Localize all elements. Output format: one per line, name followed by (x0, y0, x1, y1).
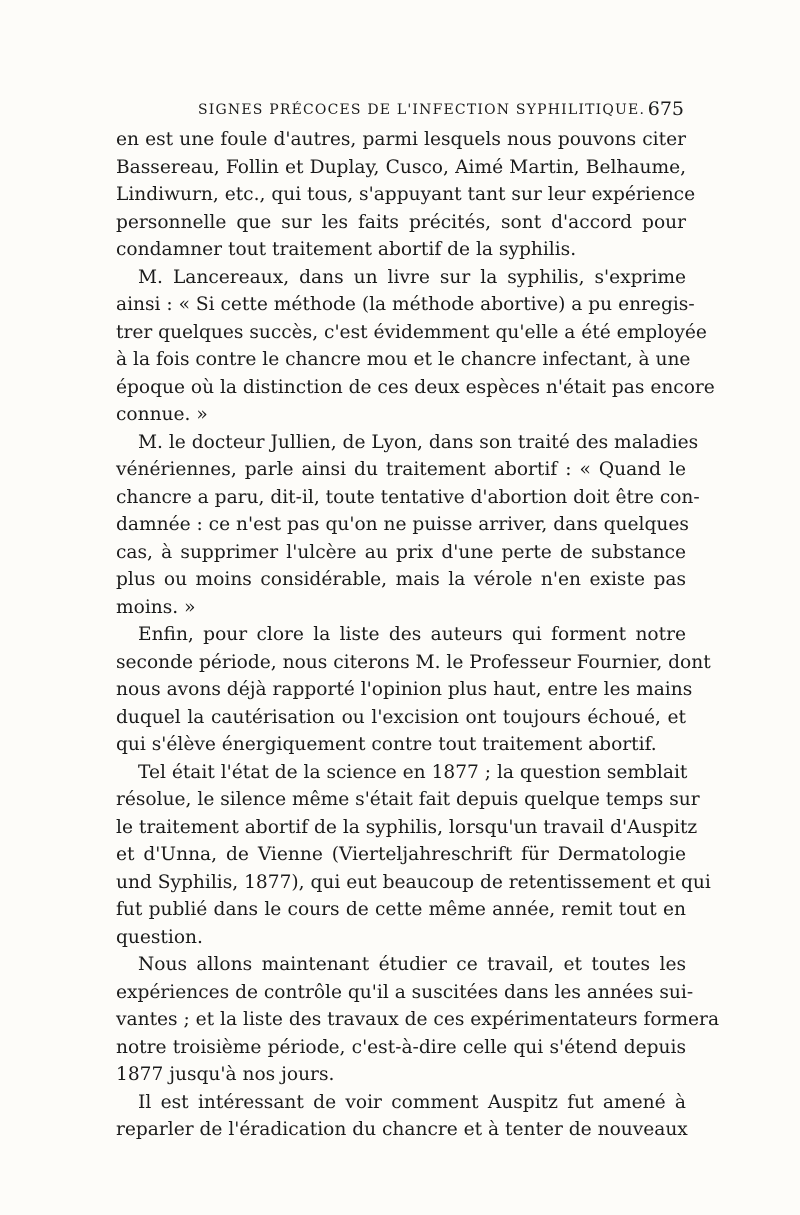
text-line: personnelle que sur les faits précités, sont d'accord pour (116, 211, 686, 233)
text-line: Lindiwurn, etc., qui tous, s'appuyant tant sur leur expérience (116, 184, 696, 205)
text-line: Bassereau, Follin et Duplay, Cusco, Aimé Martin, Belhaume, (116, 156, 686, 178)
text-line: à la fois contre le chancre mou et le chancre infectant, à une (116, 349, 691, 370)
text-line: seconde période, nous citerons M. le Professeur Fournier, dont (116, 651, 711, 673)
page-number: 675 (647, 98, 684, 120)
text-line: fut publié dans le cours de cette même année, remit tout en (116, 899, 686, 920)
text-line: connue. » (116, 404, 208, 425)
text-line: question. (116, 926, 203, 948)
text-line: résolue, le silence même s'était fait depuis quelque temps sur (116, 789, 700, 810)
text-line: Nous allons maintenant étudier ce travail, et toutes les (138, 954, 686, 975)
running-title: SIGNES PRÉCOCES DE L'INFECTION SYPHILITIQUE. (198, 102, 646, 118)
text-line: Il est intéressant de voir comment Auspitz fut amené à (138, 1091, 686, 1113)
text-line: expériences de contrôle qu'il a suscitées dans les années sui- (116, 981, 694, 1003)
text-line: en est une foule d'autres, parmi lesquels nous pouvons citer (116, 129, 686, 150)
text-line: nous avons déjà rapporté l'opinion plus haut, entre les mains (116, 679, 693, 700)
text-line: reparler de l'éradication du chancre et à tenter de nouveaux (116, 1119, 688, 1140)
text-line: notre troisième période, c'est-à-dire celle qui s'étend depuis (116, 1036, 686, 1058)
text-line: M. le docteur Jullien, de Lyon, dans son traité des maladies (138, 431, 699, 453)
text-line: moins. » (116, 596, 196, 618)
text-line: damnée : ce n'est pas qu'on ne puisse arriver, dans quelques (116, 514, 689, 535)
text-line: M. Lancereaux, dans un livre sur la syphilis, s'exprime (138, 266, 686, 288)
text-line: Tel était l'état de la science en 1877 ; la question semblait (138, 761, 688, 783)
text-line: époque où la distinction de ces deux espèces n'était pas encore (116, 376, 715, 398)
page-header (118, 98, 684, 128)
text-line: ainsi : « Si cette méthode (la méthode abortive) a pu enregis- (116, 294, 695, 315)
text-line: chancre a paru, dit-il, toute tentative d'abortion doit être con- (116, 486, 700, 508)
text-line: le traitement abortif de la syphilis, lorsqu'un travail d'Auspitz (116, 816, 698, 838)
text-line: und Syphilis, 1877), qui eut beaucoup de retentissement et qui (116, 871, 711, 893)
text-line: Enfin, pour clore la liste des auteurs qui forment notre (138, 624, 686, 645)
text-line: vantes ; et la liste des travaux de ces expérimentateurs formera (116, 1009, 720, 1030)
text-line: condamner tout traitement abortif de la syphilis. (116, 239, 577, 260)
text-line: qui s'élève énergiquement contre tout traitement abortif. (116, 734, 657, 755)
text-line: cas, à supprimer l'ulcère au prix d'une perte de substance (116, 541, 686, 563)
text-line: duquel la cautérisation ou l'excision ont toujours échoué, et (116, 706, 686, 728)
text-line: vénériennes, parle ainsi du traitement abortif : « Quand le (116, 459, 686, 480)
text-line: 1877 jusqu'à nos jours. (116, 1064, 335, 1085)
body-text (116, 126, 720, 1144)
text-line: et d'Unna, de Vienne (Vierteljahreschrift für Dermatologie (116, 844, 686, 865)
text-line: plus ou moins considérable, mais la vérole n'en existe pas (116, 569, 686, 590)
text-line: trer quelques succès, c'est évidemment qu'elle a été employée (116, 321, 707, 343)
